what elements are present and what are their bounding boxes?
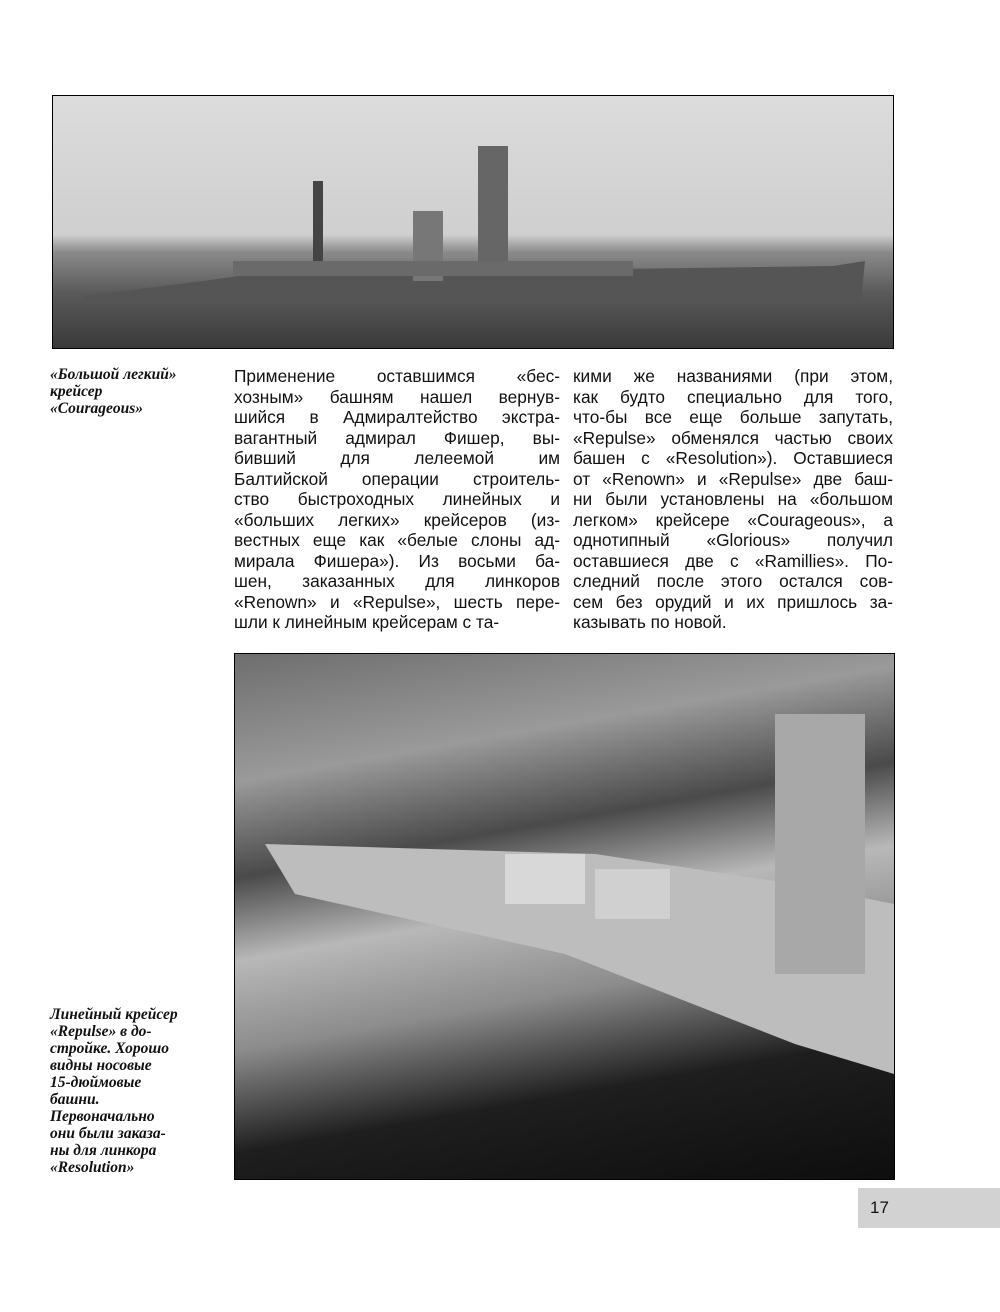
text-line: они были заказа- <box>50 1125 166 1142</box>
caption-line: крейсер <box>50 383 103 400</box>
caption-top-photo <box>50 366 177 417</box>
text-column-2 <box>573 366 893 633</box>
text-line: казывать по новой. <box>573 612 727 632</box>
photo-courageous-cruiser <box>52 95 894 349</box>
text-line: шли к линейным крейсерам с та- <box>234 612 500 632</box>
text-line: башен с «Resolution»). Оставшиеся <box>573 448 893 468</box>
text-line: вагантный адмирал Фишер, вы- <box>234 427 560 448</box>
text-line: Первоначально <box>50 1108 155 1125</box>
text-line: сем без орудий и их пришлось за- <box>573 591 893 612</box>
text-line: шийся в Адмиралтейство экстра- <box>234 407 560 427</box>
text-line: ны для линкора <box>50 1142 157 1159</box>
text-line: мирала Фишера»). Из восьми ба- <box>234 550 560 571</box>
caption-line: «Большой легкий» <box>50 366 177 383</box>
page-number: 17 <box>858 1188 1000 1228</box>
text-column-1 <box>234 366 560 633</box>
text-line: ни были установлены на «большом <box>573 489 893 509</box>
text-line: «Resolution» <box>50 1159 135 1176</box>
text-line: видны носовые <box>50 1057 152 1074</box>
photo-repulse-fitting-out <box>234 653 895 1180</box>
text-line: стройке. Хорошо <box>50 1040 170 1057</box>
text-line: легком» крейсере «Courageous», а <box>573 509 893 530</box>
text-line: оставшиеся две с «Ramillies». По- <box>573 550 893 571</box>
text-line: «больших легких» крейсеров (из- <box>234 509 560 530</box>
text-line: вестных еще как «белые слоны ад- <box>234 530 560 550</box>
text-line: 15-дюймовые <box>50 1074 142 1091</box>
text-line: кими же названиями (при этом, <box>573 366 893 386</box>
text-line: «Renown» и «Repulse», шесть пере- <box>234 591 560 612</box>
caption-bottom-photo <box>50 1006 178 1176</box>
text-line: Линейный крейсер <box>50 1006 178 1023</box>
text-line: башни. <box>50 1091 100 1108</box>
text-line: бивший для лелеемой им <box>234 448 560 468</box>
text-line: шен, заказанных для линкоров <box>234 571 560 591</box>
text-line: что-бы все еще больше запутать, <box>573 407 893 427</box>
text-line: «Repulse» в до- <box>50 1023 152 1040</box>
caption-line: «Courageous» <box>50 400 144 417</box>
text-line: «Repulse» обменялся частью своих <box>573 427 893 448</box>
text-line: Балтийской операции строитель- <box>234 468 560 489</box>
text-line: как будто специально для того, <box>573 386 893 407</box>
text-line: следний после этого остался сов- <box>573 571 893 591</box>
text-line: Применение оставшимся «бес- <box>234 366 560 386</box>
ship-in-dock <box>235 654 894 1179</box>
text-line: ство быстроходных линейных и <box>234 489 560 509</box>
text-line: от «Renown» и «Repulse» две баш- <box>573 468 893 489</box>
text-line: хозным» башням нашел вернув- <box>234 386 560 407</box>
text-line: однотипный «Glorious» получил <box>573 530 893 550</box>
ship-silhouette <box>53 96 893 348</box>
